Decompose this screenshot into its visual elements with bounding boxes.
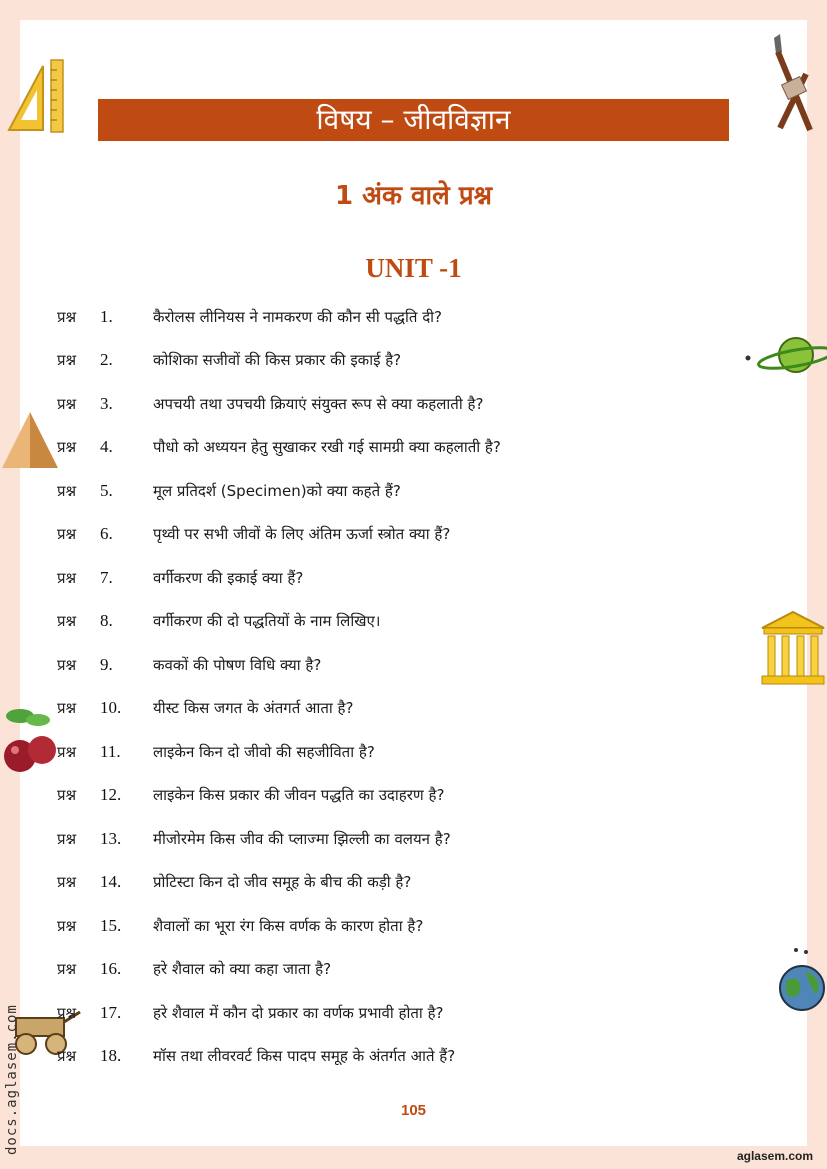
list-item	[0, 959, 827, 989]
question-text: मीजोरमेम किस जीव की प्लाज्मा झिल्ली का वलयन है?	[153, 830, 451, 848]
question-number: 17.	[100, 1003, 122, 1022]
question-label: प्रश्न	[57, 1004, 77, 1022]
list-item	[0, 394, 827, 424]
question-label: प्रश्न	[57, 482, 77, 500]
compass-tools-icon	[766, 34, 816, 134]
question-text: पौधो को अध्ययन हेतु सुखाकर रखी गई सामग्री क्या कहलाती है?	[153, 438, 501, 456]
question-number: 15.	[100, 916, 122, 935]
list-item	[0, 524, 827, 554]
question-number: 2.	[100, 350, 113, 369]
question-number: 13.	[100, 829, 122, 848]
question-label: प्रश्न	[57, 786, 77, 804]
question-text: कवकों की पोषण विधि क्या है?	[153, 656, 322, 674]
question-text: अपचयी तथा उपचयी क्रियाएं संयुक्त रूप से क्या कहलाती है?	[153, 395, 484, 413]
question-number: 1.	[100, 307, 113, 326]
question-label: प्रश्न	[57, 656, 77, 674]
question-label: प्रश्न	[57, 960, 77, 978]
question-label: प्रश्न	[57, 569, 77, 587]
question-number: 5.	[100, 481, 113, 500]
list-item	[0, 872, 827, 902]
question-text: मॉस तथा लीवरवर्ट किस पादप समूह के अंतर्गत आते हैं?	[153, 1047, 456, 1065]
question-text: कैरोलस लीनियस ने नामकरण की कौन सी पद्धति दी?	[153, 308, 443, 326]
list-item	[0, 350, 827, 380]
subject-banner	[98, 99, 729, 141]
question-label: प्रश्न	[57, 308, 77, 326]
question-text: यीस्ट किस जगत के अंतगर्त आता है?	[153, 699, 354, 717]
question-text: प्रोटिस्टा किन दो जीव समूह के बीच की कड़ी है?	[153, 873, 412, 891]
question-text: कोशिका सजीवों की किस प्रकार की इकाई है?	[153, 351, 402, 369]
question-label: प्रश्न	[57, 699, 77, 717]
unit-title: UNIT -1	[365, 253, 462, 283]
question-text: वर्गीकरण की दो पद्धतियों के नाम लिखिए।	[153, 612, 381, 630]
list-item	[0, 568, 827, 598]
question-label: प्रश्न	[57, 743, 77, 761]
list-item	[0, 785, 827, 815]
question-label: प्रश्न	[57, 873, 77, 891]
question-label: प्रश्न	[57, 351, 77, 369]
question-label: प्रश्न	[57, 830, 77, 848]
question-label: प्रश्न	[57, 438, 77, 456]
question-number: 10.	[100, 698, 122, 717]
list-item	[0, 611, 827, 641]
site-name: aglasem.com	[736, 1149, 813, 1163]
question-text: शैवालों का भूरा रंग किस वर्णक के कारण होता है?	[153, 917, 424, 935]
question-text: पृथ्वी पर सभी जीवों के लिए अंतिम ऊर्जा स्त्रोत क्या हैं?	[153, 525, 451, 543]
list-item	[0, 655, 827, 685]
list-item	[0, 1003, 827, 1033]
list-item	[0, 829, 827, 859]
question-label: प्रश्न	[57, 395, 77, 413]
question-label: प्रश्न	[57, 1047, 77, 1065]
page-number: 105	[400, 1102, 427, 1119]
list-item	[0, 916, 827, 946]
question-number: 12.	[100, 785, 122, 804]
list-item	[0, 437, 827, 467]
question-number: 3.	[100, 394, 113, 413]
set-square-ruler-icon	[3, 58, 69, 136]
question-text: हरे शैवाल को क्या कहा जाता है?	[153, 960, 332, 978]
list-item	[0, 742, 827, 772]
question-number: 7.	[100, 568, 113, 587]
list-item	[0, 698, 827, 728]
question-text: वर्गीकरण की इकाई क्या हैं?	[153, 569, 304, 587]
question-label: प्रश्न	[57, 525, 77, 543]
subject-title: विषय – जीवविज्ञान	[316, 103, 511, 136]
question-number: 9.	[100, 655, 113, 674]
question-number: 4.	[100, 437, 113, 456]
question-number: 14.	[100, 872, 122, 891]
question-label: प्रश्न	[57, 612, 77, 630]
watermark: docs.aglasem.com	[4, 1004, 20, 1155]
question-number: 8.	[100, 611, 113, 630]
list-item	[0, 481, 827, 511]
question-text: हरे शैवाल में कौन दो प्रकार का वर्णक प्रभावी होता है?	[153, 1004, 444, 1022]
question-number: 6.	[100, 524, 113, 543]
list-item	[0, 307, 827, 337]
question-text: लाइकेन किस प्रकार की जीवन पद्धति का उदाहरण है?	[153, 786, 445, 804]
section-title: 1 अंक वाले प्रश्न	[334, 181, 493, 211]
question-number: 18.	[100, 1046, 122, 1065]
question-number: 11.	[100, 742, 121, 761]
list-item	[0, 1046, 827, 1076]
question-text: लाइकेन किन दो जीवो की सहजीविता है?	[153, 743, 375, 761]
question-label: प्रश्न	[57, 917, 77, 935]
question-number: 16.	[100, 959, 122, 978]
question-text: मूल प्रतिदर्श (Specimen)को क्या कहते हैं?	[153, 482, 401, 500]
